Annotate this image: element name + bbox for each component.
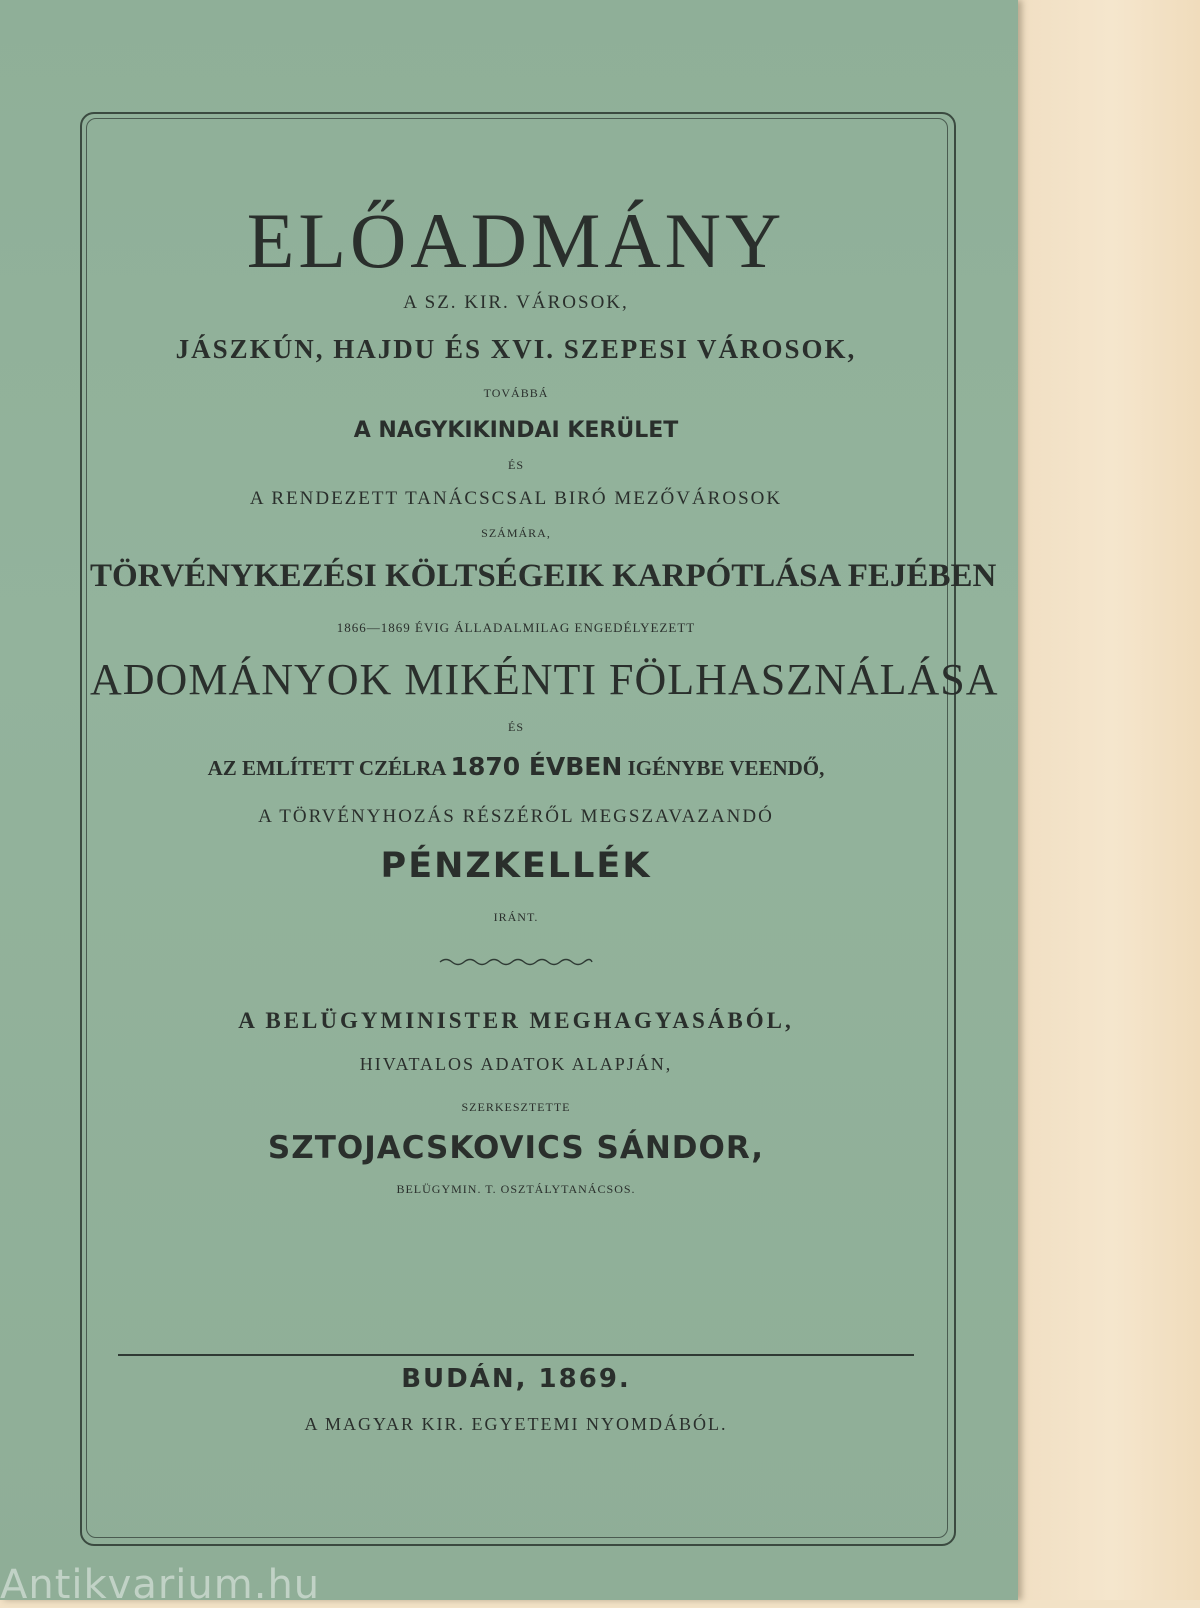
cover-line-12-c: IGÉNYBE VEENDŐ, [622, 756, 825, 780]
cover-line-3: TOVÁBBÁ [483, 386, 549, 400]
cover-line-12-a: AZ EMLÍTETT CZÉLRA [207, 756, 451, 780]
cover-line-9: 1866—1869 ÉVIG ÁLLADALMILAG ENGEDÉLYEZETT [336, 620, 696, 635]
cover-line-2: JÁSZKÚN, HAJDU ÉS XVI. SZEPESI VÁROSOK, [175, 334, 857, 364]
cover-line-11: ÉS [507, 720, 524, 734]
horizontal-rule [118, 1354, 914, 1356]
cover-line-10: ADOMÁNYOK MIKÉNTI FÖLHASZNÁLÁSA [90, 655, 999, 704]
cover-line-20: BELÜGYMIN. T. OSZTÁLYTANÁCSOS. [396, 1182, 636, 1196]
cover-line-1: A SZ. KIR. VÁROSOK, [403, 292, 629, 313]
cover-line-13: A TÖRVÉNYHOZÁS RÉSZÉRŐL MEGSZAVAZANDÓ [258, 806, 774, 827]
cover-line-16: A BELÜGYMINISTER MEGHAGYASÁBÓL, [238, 1008, 794, 1033]
cover-line-7: SZÁMÁRA, [481, 526, 551, 540]
cover-line-14: PÉNZKELLÉK [380, 846, 652, 886]
cover-line-15: IRÁNT. [493, 910, 539, 924]
cover-author: SZTOJACSKOVICS SÁNDOR, [267, 1130, 765, 1166]
cover-text [90, 0, 999, 1600]
cover-imprint-printer: A MAGYAR KIR. EGYETEMI NYOMDÁBÓL. [304, 1414, 728, 1434]
cover-line-12 [90, 752, 942, 781]
cover-title: ELŐADMÁNY [246, 197, 786, 284]
cover-line-6: A RENDEZETT TANÁCSCSAL BIRÓ MEZŐVÁROSOK [249, 488, 783, 509]
cover-line-12-b: 1870 ÉVBEN [450, 752, 623, 781]
cover-imprint-place: BUDÁN, 1869. [401, 1364, 631, 1394]
cover-line-4: A NAGYKIKINDAI KERÜLET [353, 418, 679, 443]
cover-line-17: HIVATALOS ADATOK ALAPJÁN, [359, 1054, 673, 1074]
cover-line-8: TÖRVÉNYKEZÉSI KÖLTSÉGEIK KARPÓTLÁSA FEJÉBEN [90, 558, 997, 594]
cover-line-18: SZERKESZTETTE [461, 1100, 571, 1114]
watermark-text: Antikvarium.hu [0, 1562, 321, 1608]
ornament-divider [438, 956, 594, 968]
cover-line-5: ÉS [507, 458, 524, 472]
